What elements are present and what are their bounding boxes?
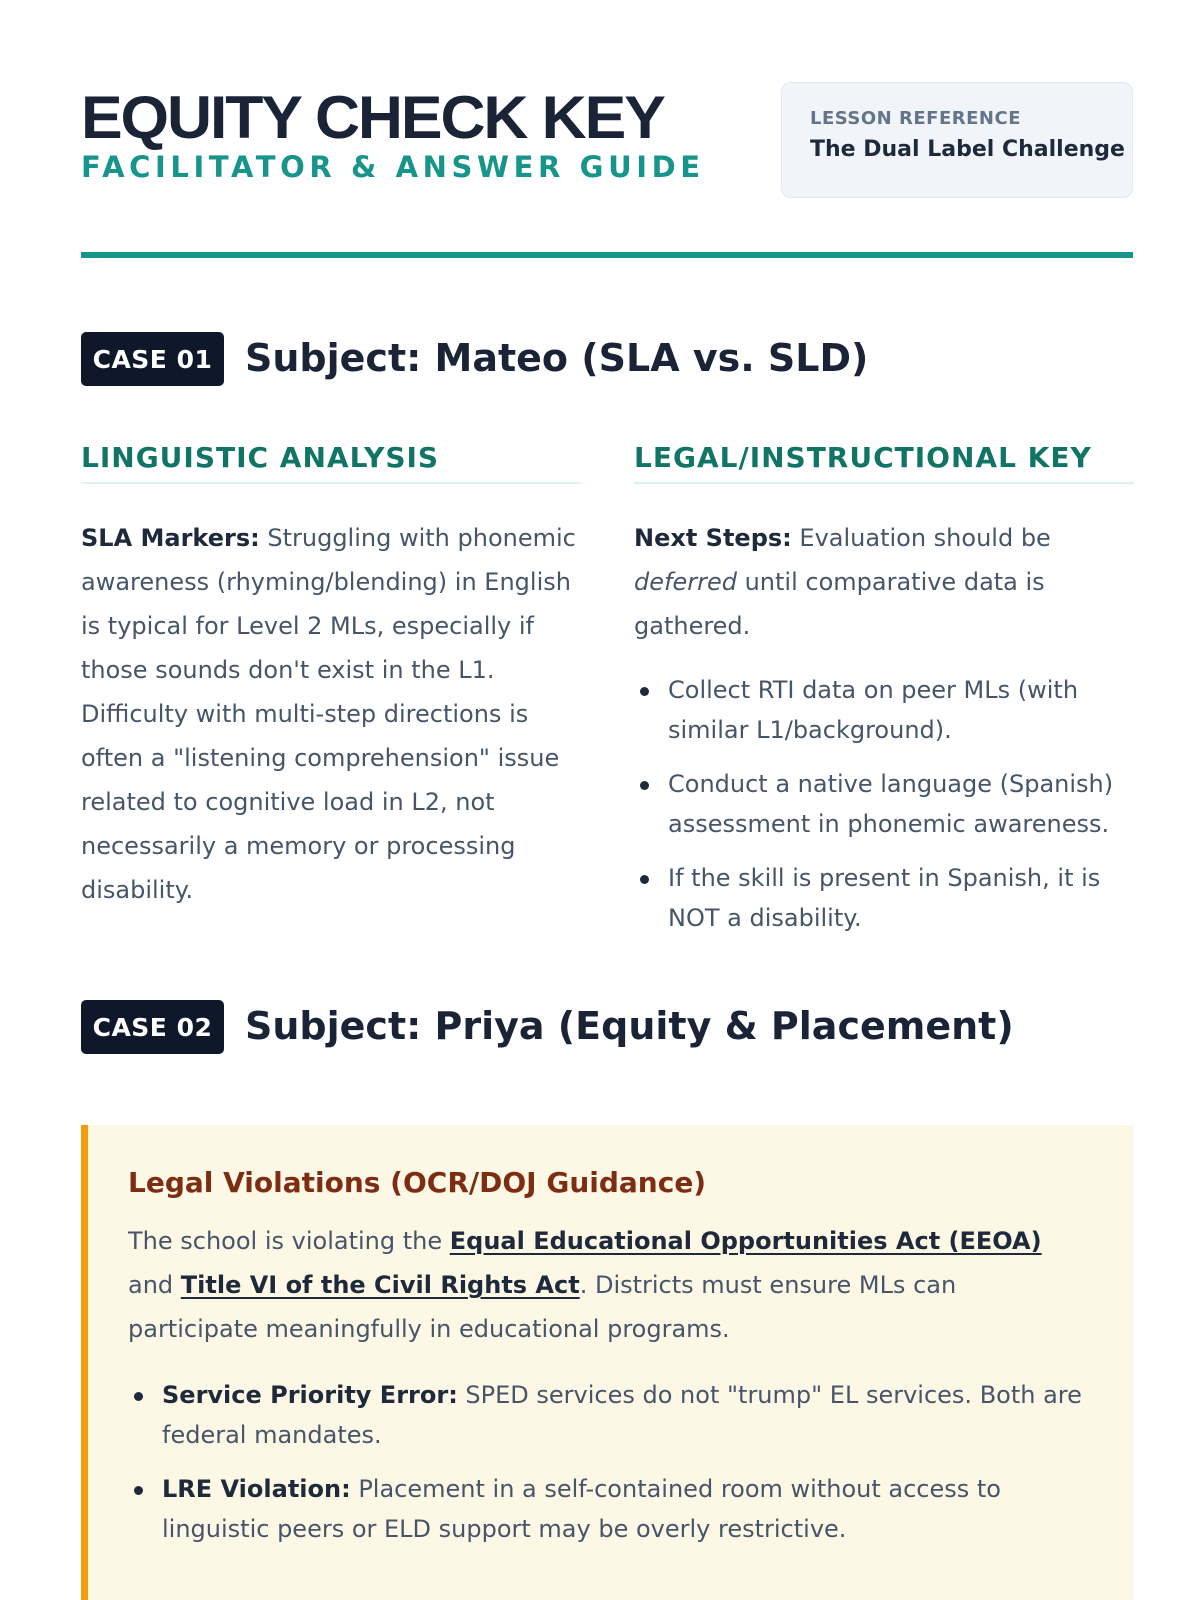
case-02-title: Subject: Priya (Equity & Placement) (245, 1004, 1014, 1048)
header-divider (81, 252, 1133, 258)
next-steps-list (634, 670, 1134, 938)
legal-violations-text (128, 1219, 1093, 1351)
title-vi-reference: Title VI of the Civil Rights Act (180, 1271, 580, 1299)
next-steps-text-part: until comparative data is gathered. (634, 568, 1045, 640)
next-steps-text (634, 516, 1134, 648)
case-01-heading (81, 330, 1133, 386)
callout-text-part: and (128, 1271, 181, 1299)
linguistic-analysis-heading: LINGUISTIC ANALYSIS (81, 440, 581, 484)
list-item: Collect RTI data on peer MLs (with similar L1/background). (634, 670, 1134, 750)
callout-text-part: . Districts must ensure MLs can participate meaningfully in educational programs. (128, 1271, 957, 1343)
case-02-badge: CASE 02 (81, 1000, 224, 1054)
document-title: EQUITY CHECK KEY (81, 84, 664, 151)
lre-violation-text: Placement in a self-contained room without access to linguistic peers or ELD support may be overly restrictive. (162, 1475, 1001, 1543)
case-02-heading (81, 998, 1133, 1054)
document-subtitle: FACILITATOR & ANSWER GUIDE (81, 150, 705, 184)
legal-instructional-heading: LEGAL/INSTRUCTIONAL KEY (634, 440, 1134, 484)
lesson-reference-box (781, 82, 1133, 198)
sla-markers-text: Struggling with phonemic awareness (rhyming/blending) in English is typical for Level 2 MLs, especially if those sounds don't exist in the L1. Difficulty with multi-step directions is often a "listening comprehension" issue related to cognitive load in L2, not necessarily a memory or processing disability. (81, 524, 576, 904)
callout-text-part: The school is violating the (128, 1227, 450, 1255)
legal-violations-title: Legal Violations (OCR/DOJ Guidance) (128, 1166, 707, 1199)
legal-violations-callout (81, 1125, 1133, 1600)
service-priority-text: SPED services do not "trump" EL services. Both are federal mandates. (162, 1381, 1082, 1449)
next-steps-text-part: Evaluation should be (791, 524, 1051, 552)
violations-list (128, 1375, 1093, 1549)
legal-instructional-column (634, 440, 1134, 952)
list-item (128, 1469, 1093, 1549)
sla-markers-label: SLA Markers: (81, 524, 260, 552)
next-steps-label: Next Steps: (634, 524, 792, 552)
document-header (81, 78, 1133, 198)
case-01-title: Subject: Mateo (SLA vs. SLD) (245, 336, 869, 380)
linguistic-analysis-text (81, 516, 581, 912)
list-item: If the skill is present in Spanish, it is NOT a disability. (634, 858, 1134, 938)
service-priority-label: Service Priority Error: (162, 1381, 458, 1409)
linguistic-analysis-column (81, 440, 581, 912)
list-item (128, 1375, 1093, 1455)
eeoa-reference: Equal Educational Opportunities Act (EEOA) (449, 1227, 1042, 1255)
lesson-reference-value: The Dual Label Challenge (810, 136, 1125, 162)
case-01-badge: CASE 01 (81, 332, 224, 386)
deferred-emphasis: deferred (634, 568, 737, 596)
list-item: Conduct a native language (Spanish) assessment in phonemic awareness. (634, 764, 1134, 844)
lre-violation-label: LRE Violation: (162, 1475, 351, 1503)
lesson-reference-label: LESSON REFERENCE (810, 108, 1021, 129)
